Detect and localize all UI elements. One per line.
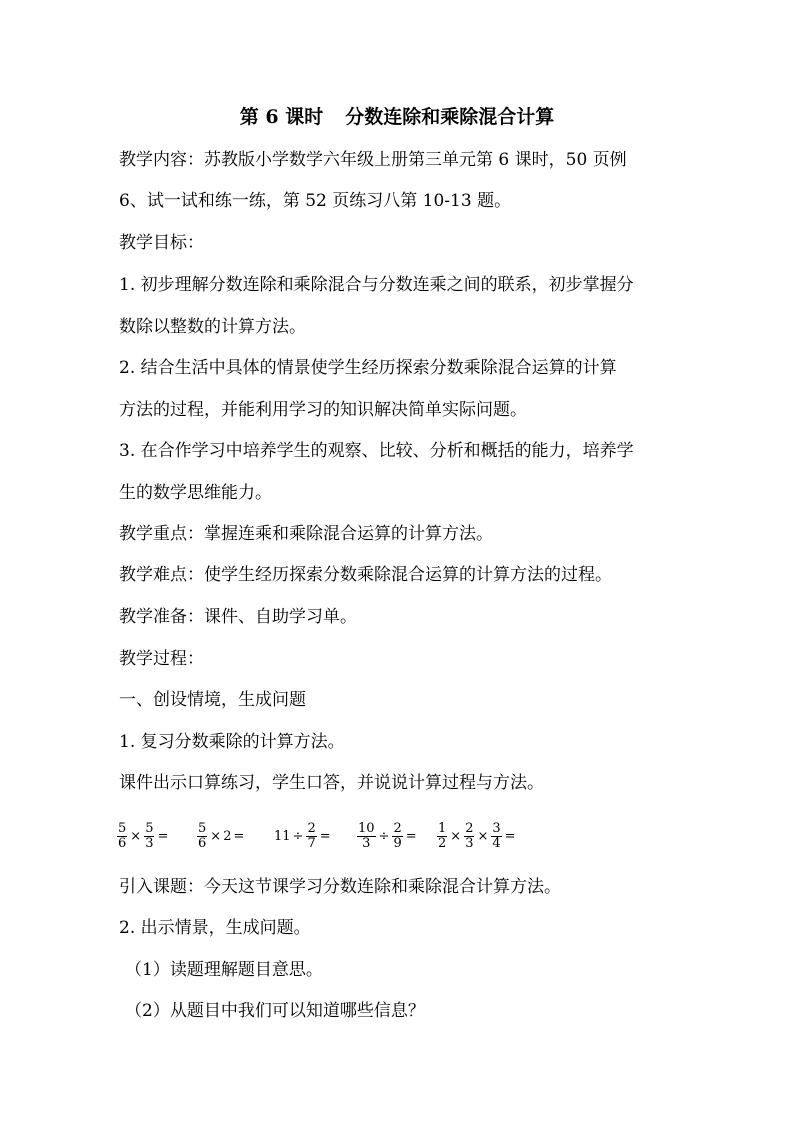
- paragraph-line: 1. 初步理解分数连除和乘除混合与分数连乘之间的联系，初步掌握分: [119, 275, 634, 295]
- fraction: $\frac{5}{6}$: [118, 820, 127, 851]
- paragraph-line: 3. 在合作学习中培养学生的观察、比较、分析和概括的能力，培养学: [119, 441, 634, 461]
- oral-exercises: [116, 814, 536, 858]
- paragraph-line: 2. 结合生活中具体的情景使学生经历探索分数乘除混合运算的计算: [119, 358, 617, 378]
- operator: ×: [450, 828, 462, 844]
- exercise-expression: [196, 814, 246, 858]
- fraction: $\frac{5}{6}$: [198, 820, 207, 851]
- paragraph-line: 生的数学思维能力。: [119, 483, 272, 503]
- equals-sign: =: [233, 828, 245, 844]
- fraction: $\frac{1}{2}$: [438, 820, 447, 851]
- paragraph-line: （1）读题理解题目意思。: [125, 960, 323, 980]
- exercise-expression: [436, 814, 518, 858]
- fraction: $\frac{2}{9}$: [393, 820, 402, 851]
- integer-operand: 11: [274, 828, 291, 844]
- operator: ×: [130, 828, 142, 844]
- paragraph-line: 数除以整数的计算方法。: [119, 317, 306, 337]
- equals-sign: =: [157, 828, 169, 844]
- equals-sign: =: [504, 828, 516, 844]
- paragraph-line: 教学重点：掌握连乘和乘除混合运算的计算方法。: [119, 524, 493, 544]
- paragraph-line: （2）从题目中我们可以知道哪些信息？: [125, 1001, 425, 1021]
- operator: ×: [210, 828, 222, 844]
- operator: ×: [477, 828, 489, 844]
- paragraph-line: 引入课题：今天这节课学习分数连除和乘除混合计算方法。: [119, 877, 561, 897]
- fraction: $\frac{2}{7}$: [307, 820, 316, 851]
- paragraph-line: 课件出示口算练习，学生口答，并说说计算过程与方法。: [119, 773, 544, 793]
- fraction: $\frac{3}{4}$: [492, 820, 501, 851]
- exercise-expression: [274, 814, 333, 858]
- fraction: $\frac{5}{3}$: [145, 820, 154, 851]
- lesson-number: 第 6 课时: [239, 106, 324, 128]
- paragraph-line: 教学准备：课件、自助学习单。: [119, 607, 357, 627]
- paragraph-line: 6、试一试和练一练，第 52 页练习八第 10-13 题。: [119, 191, 512, 211]
- section-heading: 教学目标：: [119, 233, 204, 253]
- operator: ÷: [378, 828, 390, 844]
- exercise-expression: [356, 814, 419, 858]
- paragraph-line: 1. 复习分数乘除的计算方法。: [119, 732, 345, 752]
- paragraph-line: 方法的过程，并能利用学习的知识解决简单实际问题。: [119, 400, 527, 420]
- fraction: $\frac{10}{3}$: [358, 820, 375, 851]
- lesson-topic: 分数连除和乘除混合计算: [345, 106, 555, 128]
- section-heading: 一、创设情境，生成问题: [119, 690, 306, 710]
- fraction: $\frac{2}{3}$: [465, 820, 474, 851]
- operator: ÷: [292, 828, 304, 844]
- equals-sign: =: [405, 828, 417, 844]
- section-heading: 教学过程：: [119, 649, 204, 669]
- exercise-expression: [116, 814, 170, 858]
- paragraph-line: 教学难点：使学生经历探索分数乘除混合运算的计算方法的过程。: [119, 565, 612, 585]
- equals-sign: =: [319, 828, 331, 844]
- paragraph-line: 教学内容：苏教版小学数学六年级上册第三单元第 6 课时，50 页例: [119, 150, 627, 170]
- lesson-title: [0, 102, 794, 129]
- paragraph-line: 2. 出示情景，生成问题。: [119, 918, 311, 938]
- integer-operand: 2: [223, 828, 232, 844]
